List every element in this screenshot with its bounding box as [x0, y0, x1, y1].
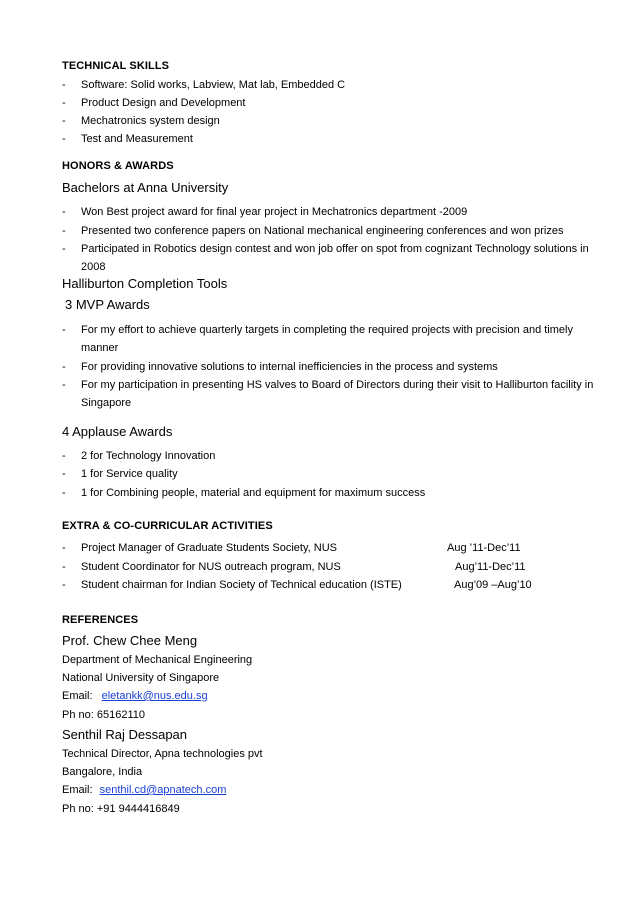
activity-date: Aug’11-Dec’11	[455, 561, 526, 573]
email-label: Email:	[62, 690, 93, 702]
skill-text: Test and Measurement	[81, 133, 193, 145]
award-text: For my participation in presenting HS valves to Board of Directors during their visit to Halliburton facility in	[81, 379, 594, 391]
activity-date: Aug’09 –Aug’10	[454, 579, 532, 591]
reference-1-name: Prof. Chew Chee Meng	[62, 633, 198, 648]
halliburton-title: Halliburton Completion Tools	[62, 276, 228, 291]
bullet-dash: -	[62, 97, 66, 109]
reference-2-name: Senthil Raj Dessapan	[62, 727, 188, 742]
bullet-dash: -	[62, 579, 66, 591]
skill-text: Software: Solid works, Labview, Mat lab, Embedded C	[81, 79, 346, 91]
award-text: 1 for Combining people, material and equipment for maximum success	[81, 487, 426, 499]
award-text: Participated in Robotics design contest and won job offer on spot from cognizant Technology solutions in	[81, 243, 589, 255]
reference-1-email-link[interactable]: eletankk@nus.edu.sg	[101, 690, 208, 702]
award-text: 1 for Service quality	[81, 468, 178, 480]
mvp-awards-title: 3 MVP Awards	[65, 297, 150, 312]
bullet-dash: -	[62, 542, 66, 554]
bullet-dash: -	[62, 487, 66, 499]
award-text: Presented two conference papers on National mechanical engineering conferences and won prizes	[81, 225, 564, 237]
extra-curricular-heading: EXTRA & CO-CURRICULAR ACTIVITIES	[62, 520, 273, 532]
activity-date: Aug ’11-Dec’11	[447, 542, 521, 554]
bullet-dash: -	[62, 324, 66, 336]
bullet-dash: -	[62, 79, 66, 91]
honors-heading: HONORS & AWARDS	[62, 160, 174, 172]
reference-2-title: Technical Director, Apna technologies pvt	[62, 748, 263, 760]
reference-1-email-row	[62, 690, 208, 702]
bullet-dash: -	[62, 133, 66, 145]
bullet-dash: -	[62, 361, 66, 373]
reference-1-phone: Ph no: 65162110	[62, 709, 145, 721]
activity-text: Student chairman for Indian Society of Technical education (ISTE)	[81, 579, 402, 591]
award-text-continued: Singapore	[81, 397, 132, 409]
technical-skills-heading: TECHNICAL SKILLS	[62, 60, 170, 72]
award-text: Won Best project award for final year project in Mechatronics department -2009	[81, 206, 468, 218]
activity-text: Project Manager of Graduate Students Society, NUS	[81, 542, 337, 554]
reference-2-location: Bangalore, India	[62, 766, 143, 778]
award-text: For my effort to achieve quarterly targets in completing the required projects with precision and timely	[81, 324, 573, 336]
skill-text: Product Design and Development	[81, 97, 246, 109]
activity-text: Student Coordinator for NUS outreach program, NUS	[81, 561, 341, 573]
bullet-dash: -	[62, 561, 66, 573]
bullet-dash: -	[62, 115, 66, 127]
award-text-continued: 2008	[81, 261, 106, 273]
reference-2-email-row	[62, 784, 226, 796]
bullet-dash: -	[62, 450, 66, 462]
bullet-dash: -	[62, 468, 66, 480]
bullet-dash: -	[62, 225, 66, 237]
email-label: Email:	[62, 784, 93, 796]
award-text-continued: manner	[81, 342, 119, 354]
bullet-dash: -	[62, 379, 66, 391]
anna-university-title: Bachelors at Anna University	[62, 180, 229, 195]
reference-2-phone: Ph no: +91 9444416849	[62, 803, 180, 815]
applause-awards-title: 4 Applause Awards	[62, 424, 173, 439]
reference-2-email-link[interactable]: senthil.cd@apnatech.com	[99, 784, 227, 796]
reference-1-institution: National University of Singapore	[62, 672, 220, 684]
award-text: 2 for Technology Innovation	[81, 450, 216, 462]
reference-1-department: Department of Mechanical Engineering	[62, 654, 253, 666]
award-text: For providing innovative solutions to internal inefficiencies in the process and systems	[81, 361, 498, 373]
bullet-dash: -	[62, 206, 66, 218]
bullet-dash: -	[62, 243, 66, 255]
references-heading: REFERENCES	[62, 614, 139, 626]
skill-text: Mechatronics system design	[81, 115, 220, 127]
